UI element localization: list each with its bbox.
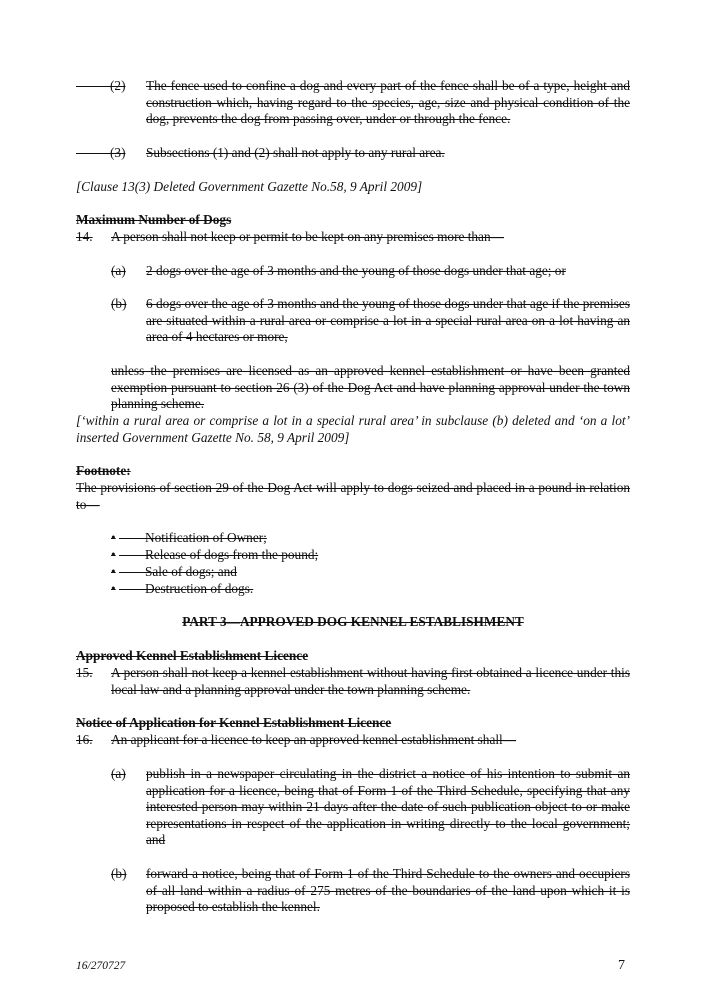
paragraph-text: publish in a newspaper circulating in the district a notice of his intention to submit an application for a licence, being that of Form 1 of the Third Schedule, specifying that any interested person may within 21 days after the date of such publication object to or make representations in respect of the application in writing directly to the local government; and	[146, 766, 630, 847]
clause-number: 14.	[76, 229, 93, 244]
clause15-body	[76, 665, 630, 699]
footer-reference: 16/270727	[76, 960, 126, 972]
page-number: 7	[618, 958, 625, 973]
bullet-icon: •	[111, 547, 116, 562]
footnote-heading: Footnote:	[76, 463, 131, 478]
clause16-intro	[76, 732, 630, 750]
bullet-text: Notification of Owner;	[145, 530, 267, 545]
bullet-text: Destruction of dogs.	[145, 581, 254, 596]
bullet-text: Release of dogs from the pound;	[145, 547, 319, 562]
paragraph-label: (a)	[111, 263, 126, 278]
paragraph-label: (b)	[111, 866, 127, 881]
subsection-text: The fence used to confine a dog and every part of the fence shall be of a type, height and construction which, having regard to the species, age, size and physical condition of the dog, prevents the dog from passing over, under or through the fence.	[146, 78, 630, 126]
clause16-paragraph-b	[111, 866, 630, 916]
bullet-text: Sale of dogs; and	[145, 564, 237, 579]
part3-title: PART 3—APPROVED DOG KENNEL ESTABLISHMENT	[182, 614, 524, 629]
clause15-heading: Approved Kennel Establishment Licence	[76, 648, 309, 663]
bullet-icon: •	[111, 564, 116, 579]
subsection-text: Subsections (1) and (2) shall not apply to any rural area.	[146, 145, 445, 160]
paragraph-label: (b)	[111, 296, 127, 311]
clause14-paragraph-b	[111, 296, 630, 346]
clause-intro-text: A person shall not keep or permit to be kept on any premises more than—	[111, 229, 504, 244]
clause16-paragraph-a	[111, 766, 630, 850]
clause-number: 15.	[76, 665, 93, 680]
paragraph-text: 6 dogs over the age of 3 months and the young of those dogs under that age if the premises are situated within a rural area or comprise a lot in a special rural area on a lot having an area of 4 hectares or more,	[146, 296, 630, 344]
clause-intro-text: An applicant for a licence to keep an approved kennel establishment shall—	[111, 732, 517, 747]
clause14-paragraph-a	[111, 263, 630, 281]
clause-text: A person shall not keep a kennel establishment without having first obtained a licence under this local law and a planning approval under the town planning scheme.	[111, 665, 630, 697]
footnote-text: The provisions of section 29 of the Dog Act will apply to dogs seized and placed in a pound in relation to—	[76, 480, 630, 512]
clause16-heading: Notice of Application for Kennel Establishment Licence	[76, 715, 392, 730]
bullet-icon: •	[111, 530, 116, 545]
leader-dash	[76, 153, 110, 154]
clause14-amendment-note: [‘within a rural area or comprise a lot in a special rural area’ in subclause (b) deleted and ‘on a lot’ inserted Government Gazette No. 58, 9 April 2009]	[76, 413, 630, 445]
paragraph-text: forward a notice, being that of Form 1 of the Third Schedule to the owners and occupiers of all land within a radius of 275 metres of the boundaries of the land upon which it is proposed to establish the kennel.	[146, 866, 630, 914]
clause13-subsection-3	[76, 145, 630, 163]
clause13-subsection-2	[76, 78, 630, 144]
clause14-intro	[76, 229, 630, 247]
clause-number: 16.	[76, 732, 93, 747]
leader-dash	[76, 86, 110, 87]
clause14-heading: Maximum Number of Dogs	[76, 212, 232, 227]
bullet-icon: •	[111, 581, 116, 596]
paragraph-text: 2 dogs over the age of 3 months and the young of those dogs under that age; or	[146, 263, 566, 278]
clause14-tail-text: unless the premises are licensed as an approved kennel establishment or have been granted exemption pursuant to section 26 (3) of the Dog Act and have planning approval under the town planning scheme.	[111, 363, 630, 411]
paragraph-label: (a)	[111, 766, 126, 781]
subsection-number: (3)	[110, 145, 126, 160]
clause13-amendment-note: [Clause 13(3) Deleted Government Gazette No.58, 9 April 2009]	[76, 179, 423, 194]
subsection-number: (2)	[110, 78, 126, 93]
